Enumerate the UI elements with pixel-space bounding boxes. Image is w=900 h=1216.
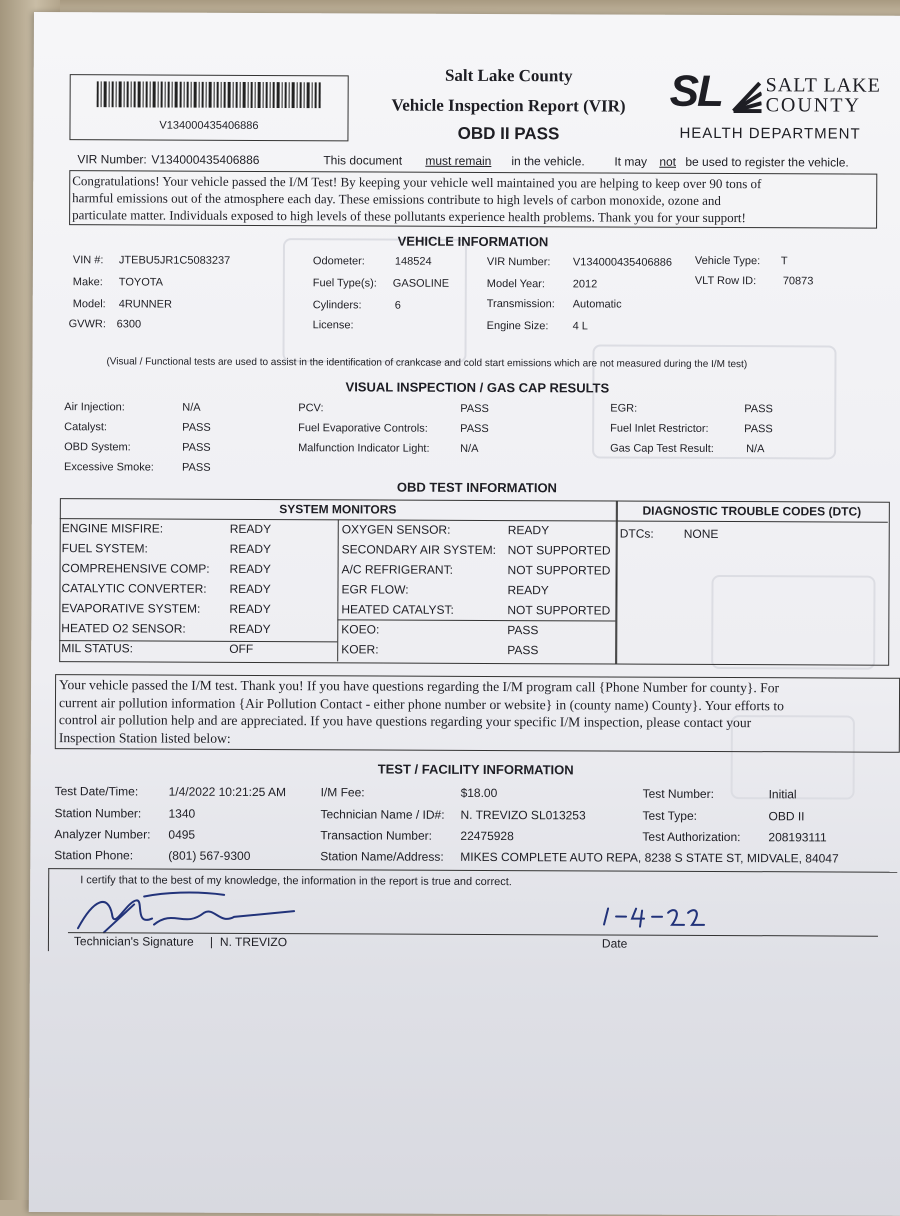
monitor-value-right: READY [508, 523, 549, 537]
monitor-value-right: NOT SUPPORTED [507, 603, 610, 617]
notice-text4: be used to register the vehicle. [685, 155, 848, 170]
air-injection-value: N/A [182, 402, 200, 414]
egr-label: EGR: [610, 403, 637, 415]
odometer-value: 148524 [395, 256, 432, 268]
monitor-value-right: NOT SUPPORTED [508, 563, 611, 577]
notice-not: not [659, 155, 676, 169]
monitor-value-left: READY [229, 602, 270, 616]
license-label: License: [313, 319, 354, 331]
passed-line: Inspection Station listed below: [59, 729, 899, 750]
monitor-value-left: READY [230, 542, 271, 556]
notice-must-remain: must remain [425, 154, 491, 168]
dtc-title: DIAGNOSTIC TROUBLE CODES (DTC) [616, 504, 888, 519]
logo-line2: COUNTY [766, 94, 861, 117]
notice-vir-value: V134000435406886 [151, 153, 259, 167]
congrats-box [69, 170, 877, 229]
certify-statement: I certify that to the best of my knowledge, the information in the report is true and correct. [80, 874, 512, 888]
monitor-label-left: EVAPORATIVE SYSTEM: [61, 601, 200, 616]
pcv-label: PCV: [298, 402, 323, 414]
logo-letters: SL [670, 67, 722, 117]
air-injection-label: Air Injection: [64, 401, 125, 413]
catalyst-value: PASS [182, 422, 211, 434]
transaction-value: 22475928 [460, 829, 513, 843]
test-type-value: OBD II [768, 809, 804, 823]
monitor-label-right: EGR FLOW: [341, 582, 408, 596]
congrats-line: harmful emissions out of the atmosphere each day. These emissions contribute to high levels of carbon monoxide, ozone and [72, 189, 876, 210]
model-year-value: 2012 [573, 278, 598, 290]
county-title: Salt Lake County [364, 65, 654, 86]
monitor-label-left: FUEL SYSTEM: [62, 541, 148, 555]
bg-pattern [282, 238, 467, 363]
passed-box [55, 674, 900, 753]
system-monitors-title: SYSTEM MONITORS [60, 501, 616, 517]
fuel-label: Fuel Type(s): [313, 277, 377, 289]
vin-value: JTEBU5JR1C5083237 [119, 254, 230, 266]
visual-inspection-title: VISUAL INSPECTION / GAS CAP RESULTS [322, 379, 632, 395]
monitor-label-right: KOER: [341, 642, 378, 656]
department: HEALTH DEPARTMENT [679, 125, 860, 143]
smoke-label: Excessive Smoke: [64, 461, 154, 473]
cylinders-value: 6 [395, 300, 401, 312]
dtc-value: NONE [684, 527, 719, 541]
transmission-label: Transmission: [487, 298, 555, 310]
date-label: Date [602, 936, 627, 950]
logo-line1: SALT LAKE [766, 74, 881, 98]
egr-value: PASS [744, 403, 773, 415]
odometer-label: Odometer: [313, 255, 365, 267]
monitor-label-right: KOEO: [341, 622, 379, 636]
station-phone-label: Station Phone: [54, 848, 133, 862]
monitor-value-left: OFF [229, 642, 253, 656]
report-title: Vehicle Inspection Report (VIR) [354, 95, 664, 116]
passed-line: control air pollution help and are appreciated. If you have questions regarding your specific I/M inspection, please contact your [59, 711, 899, 732]
fee-label: I/M Fee: [321, 785, 365, 799]
monitor-label-left: COMPREHENSIVE COMP: [62, 561, 210, 576]
transaction-label: Transaction Number: [320, 828, 432, 842]
station-phone-value: (801) 567-9300 [168, 849, 250, 863]
mil-light-value: N/A [460, 443, 478, 455]
vehicle-info-title: VEHICLE INFORMATION [333, 233, 613, 249]
result-title: OBD II PASS [403, 124, 613, 145]
technician-value: N. TREVIZO SL013253 [460, 808, 585, 823]
fuel-inlet-value: PASS [744, 423, 773, 435]
pcv-value: PASS [460, 403, 489, 415]
monitor-label-right: SECONDARY AIR SYSTEM: [342, 542, 496, 557]
mil-light-label: Malfunction Indicator Light: [298, 442, 430, 455]
fuel-evap-value: PASS [460, 423, 489, 435]
monitor-value-right: PASS [507, 623, 538, 637]
station-number-label: Station Number: [54, 806, 141, 820]
logo-sunburst-icon [732, 79, 762, 113]
fee-value: $18.00 [461, 786, 498, 800]
dtc-box [615, 501, 890, 666]
fuel-value: GASOLINE [393, 278, 449, 290]
vehicle-type-label: Vehicle Type: [695, 255, 760, 267]
barcode [97, 81, 323, 108]
monitor-label-right: OXYGEN SENSOR: [342, 522, 451, 536]
station-address-label: Station Name/Address: [320, 849, 443, 864]
congrats-line: particulate matter. Individuals exposed to high levels of these pollutants experience health problems. Thank you for your support! [72, 206, 876, 227]
technician-label: Technician Name / ID#: [320, 807, 444, 822]
test-auth-value: 208193111 [768, 830, 826, 844]
obd-system-value: PASS [182, 442, 211, 454]
visual-note: (Visual / Functional tests are used to assist in the identification of crankcase and cold start emissions which are not measured during the I/M test) [106, 356, 747, 370]
cylinders-label: Cylinders: [313, 299, 362, 311]
monitor-value-left: READY [229, 582, 270, 596]
dtc-label: DTCs: [620, 527, 654, 541]
fuel-inlet-label: Fuel Inlet Restrictor: [610, 423, 708, 435]
transmission-value: Automatic [573, 298, 622, 310]
vlt-row-value: 70873 [783, 275, 814, 287]
test-auth-label: Test Authorization: [642, 830, 740, 844]
monitor-value-left: READY [230, 562, 271, 576]
vehicle-type-value: T [781, 255, 788, 267]
vin-label: VIN #: [73, 254, 104, 266]
monitor-label-left: ENGINE MISFIRE: [62, 521, 163, 535]
vir-number-value: V134000435406886 [573, 256, 672, 268]
smoke-value: PASS [182, 462, 211, 474]
station-address-value: MIKES COMPLETE AUTO REPA, 8238 S STATE ST, MIDVALE, 84047 [460, 850, 838, 866]
station-number-value: 1340 [168, 807, 195, 821]
model-label: Model: [73, 298, 106, 310]
passed-line: current air pollution information {Air Pollution Contact - either phone number or website} in (county name) County}. Your efforts to [59, 694, 899, 715]
monitor-value-right: NOT SUPPORTED [508, 543, 611, 557]
facility-title: TEST / FACILITY INFORMATION [331, 761, 621, 777]
signature-name: N. TREVIZO [220, 935, 287, 949]
monitor-value-right: PASS [507, 643, 538, 657]
engine-size-value: 4 L [573, 320, 588, 332]
test-type-label: Test Type: [642, 809, 697, 823]
obd-test-title: OBD TEST INFORMATION [352, 479, 602, 495]
vir-document [29, 12, 900, 1216]
monitor-label-left: CATALYTIC CONVERTER: [61, 581, 206, 596]
analyzer-label: Analyzer Number: [54, 827, 150, 841]
test-number-label: Test Number: [643, 787, 714, 801]
gas-cap-value: N/A [746, 443, 764, 455]
gvwr-label: GVWR: [69, 318, 106, 330]
vir-number-label: VIR Number: [487, 256, 551, 268]
vlt-row-label: VLT Row ID: [695, 275, 756, 287]
notice-vir-label: VIR Number: [77, 152, 146, 166]
monitor-label-left: MIL STATUS: [61, 641, 133, 655]
notice-text1: This document [323, 153, 402, 167]
gvwr-value: 6300 [117, 318, 142, 330]
analyzer-value: 0495 [168, 828, 195, 842]
monitor-value-right: READY [507, 583, 548, 597]
test-date-label: Test Date/Time: [55, 784, 139, 798]
model-year-label: Model Year: [487, 278, 545, 290]
congrats-line: Congratulations! Your vehicle passed the I/M Test! By keeping your vehicle well maintained you are helping to keep over 90 tons of [72, 172, 876, 193]
notice-text2: in the vehicle. [511, 154, 584, 168]
model-value: 4RUNNER [119, 298, 172, 310]
barcode-number: V134000435406886 [70, 119, 347, 132]
barcode-box [69, 74, 348, 141]
obd-system-label: OBD System: [64, 441, 131, 453]
engine-size-label: Engine Size: [487, 320, 549, 332]
notice-text3: It may [614, 155, 647, 169]
test-date-value: 1/4/2022 10:21:25 AM [169, 785, 286, 800]
county-logo [670, 75, 880, 120]
signature-label: Technician's Signature [74, 934, 194, 949]
catalyst-label: Catalyst: [64, 421, 107, 433]
monitor-value-left: READY [229, 622, 270, 636]
make-label: Make: [73, 276, 103, 288]
monitor-label-right: HEATED CATALYST: [341, 602, 454, 616]
fuel-evap-label: Fuel Evaporative Controls: [298, 422, 428, 435]
monitor-value-left: READY [230, 522, 271, 536]
make-value: TOYOTA [119, 276, 163, 288]
monitor-label-left: HEATED O2 SENSOR: [61, 621, 186, 636]
monitor-label-right: A/C REFRIGERANT: [342, 562, 453, 576]
test-number-value: Initial [769, 787, 797, 801]
gas-cap-label: Gas Cap Test Result: [610, 443, 714, 455]
passed-line: Your vehicle passed the I/M test. Thank you! If you have questions regarding the I/M program call {Phone Number for county}. For [59, 676, 899, 697]
written-date-drawing [598, 904, 708, 930]
signature-separator: | [210, 935, 213, 949]
